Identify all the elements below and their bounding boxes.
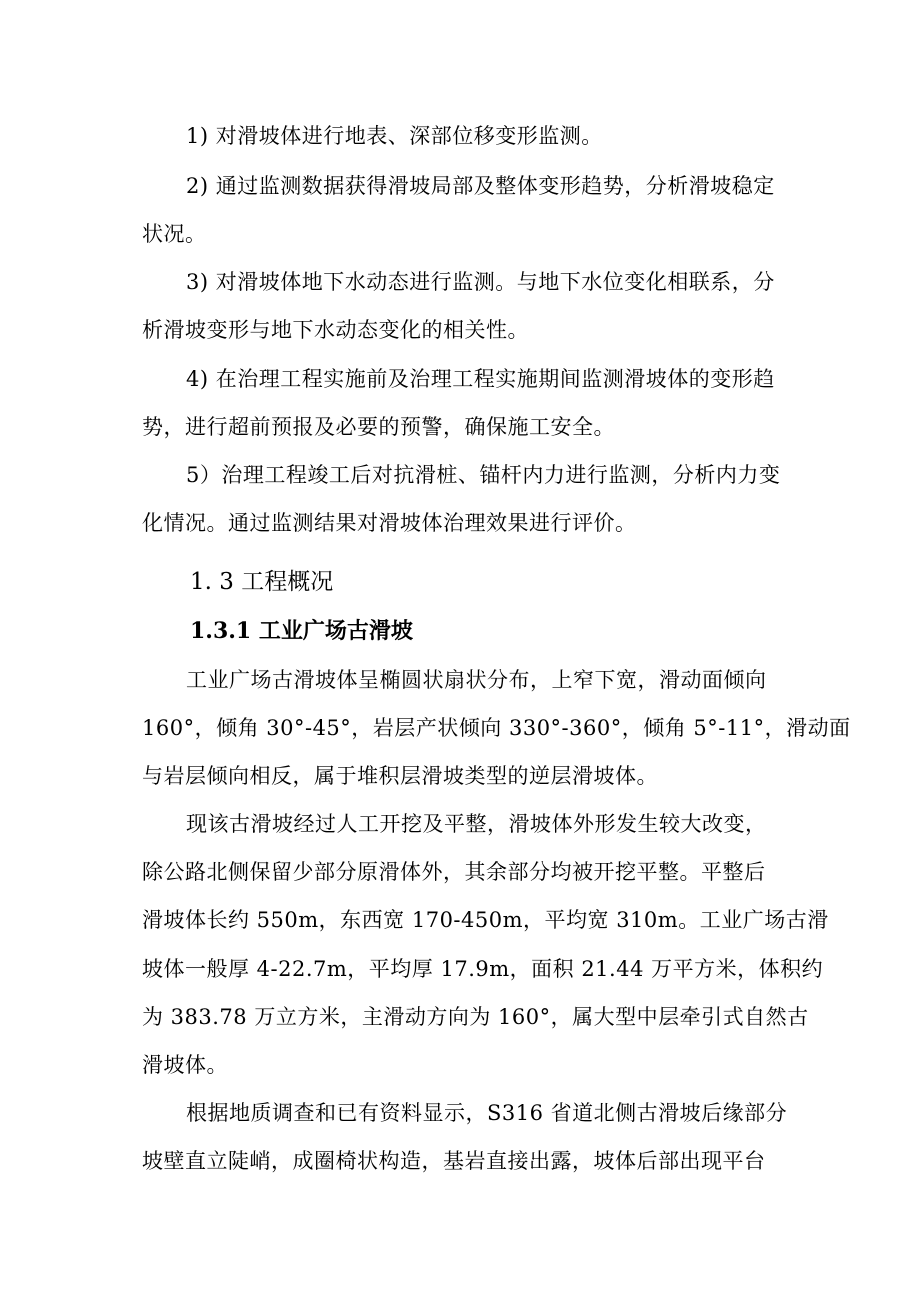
list-item-5-line-1: 5）治理工程竣工后对抗滑桩、锚杆内力进行监测，分析内力变 (186, 463, 781, 487)
list-item-4-line-2: 势，进行超前预报及必要的预警，确保施工安全。 (142, 415, 615, 439)
paragraph-1-line-1: 工业广场古滑坡体呈椭圆状扇状分布，上窄下宽，滑动面倾向 (186, 668, 767, 692)
list-item-3-line-2: 析滑坡变形与地下水动态变化的相关性。 (142, 318, 529, 342)
list-item-1: 1) 对滑坡体进行地表、深部位移变形监测。 (186, 124, 603, 148)
paragraph-1-line-3: 与岩层倾向相反，属于堆积层滑坡类型的逆层滑坡体。 (142, 764, 658, 788)
list-item-2-line-2: 状况。 (142, 222, 207, 246)
paragraph-2-line-2: 除公路北侧保留少部分原滑体外，其余部分均被开挖平整。平整后 (142, 860, 766, 884)
section-heading: 1. 3 工程概况 (190, 569, 334, 595)
paragraph-2-line-1: 现该古滑坡经过人工开挖及平整，滑坡体外形发生较大改变， (186, 812, 767, 836)
paragraph-2-line-4: 坡体一般厚 4-22.7m，平均厚 17.9m，面积 21.44 万平方米，体积约 (142, 957, 824, 981)
paragraph-3-line-2: 坡壁直立陡峭，成圈椅状构造，基岩直接出露，坡体后部出现平台 (142, 1149, 766, 1173)
paragraph-2-line-5: 为 383.78 万立方米，主滑动方向为 160°，属大型中层牵引式自然古 (142, 1005, 809, 1029)
paragraph-2-line-6: 滑坡体。 (142, 1053, 228, 1077)
list-item-2-line-1: 2) 通过监测数据获得滑坡局部及整体变形趋势，分析滑坡稳定 (186, 174, 775, 198)
paragraph-3-line-1: 根据地质调查和已有资料显示，S316 省道北侧古滑坡后缘部分 (186, 1101, 788, 1125)
subsection-heading: 1.3.1 工业广场古滑坡 (190, 618, 413, 644)
list-item-4-line-1: 4) 在治理工程实施前及治理工程实施期间监测滑坡体的变形趋 (186, 367, 775, 391)
paragraph-1-line-2: 160°，倾角 30°-45°，岩层产状倾向 330°-360°，倾角 5°-11°，滑动面 (142, 716, 851, 740)
list-item-3-line-1: 3) 对滑坡体地下水动态进行监测。与地下水位变化相联系，分 (186, 270, 775, 294)
paragraph-2-line-3: 滑坡体长约 550m，东西宽 170-450m，平均宽 310m。工业广场古滑 (142, 908, 829, 932)
list-item-5-line-2: 化情况。通过监测结果对滑坡体治理效果进行评价。 (142, 511, 637, 535)
